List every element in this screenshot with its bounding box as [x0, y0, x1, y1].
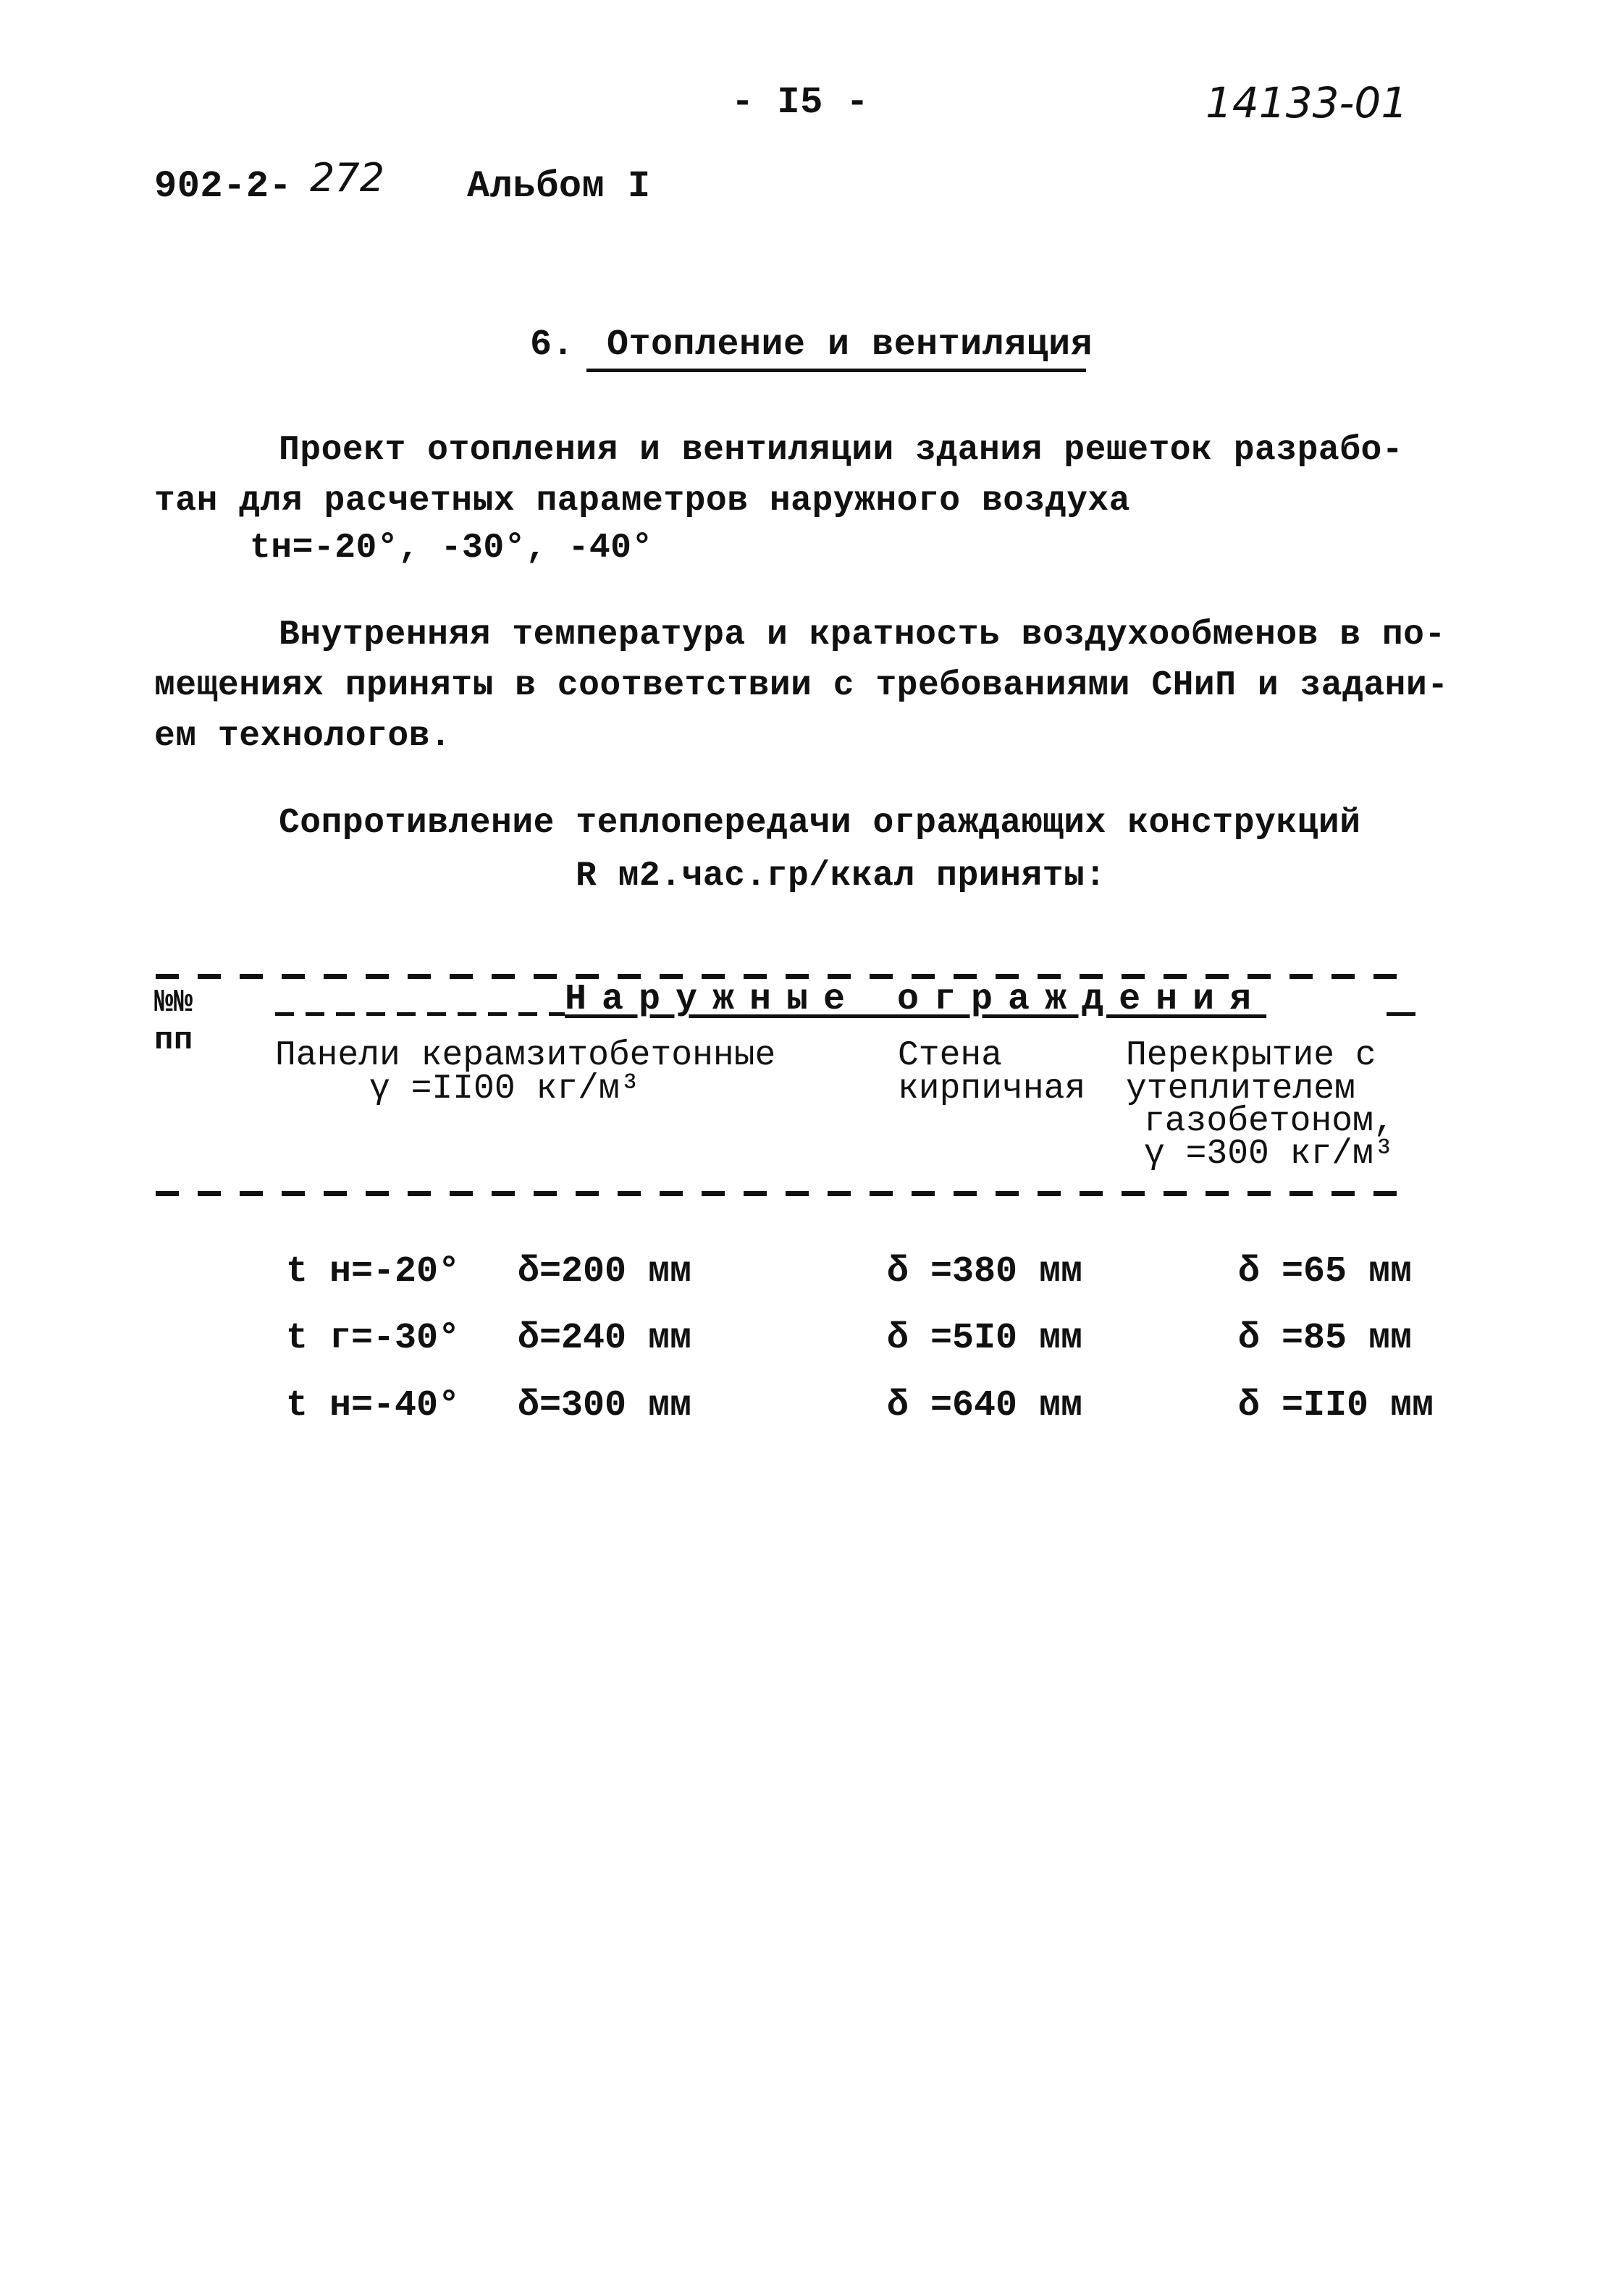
- row2-wall: δ =5I0 мм: [887, 1318, 1083, 1359]
- para1-line3: tн=-20°, -30°, -40°: [250, 529, 653, 568]
- row3-temp: t н=-40°: [286, 1385, 460, 1426]
- table-top-rule: [156, 974, 1415, 979]
- col-panels-line1: Панели керамзитобетонные: [275, 1036, 776, 1075]
- row1-panel: δ=200 мм: [518, 1251, 692, 1292]
- col-panels-line2: γ =II00 кг/м³: [369, 1069, 641, 1109]
- col-roof-line1: Перекрытие с: [1126, 1036, 1376, 1075]
- para1-line2: тан для расчетных параметров наружного воздуха: [154, 482, 1131, 521]
- para2-line1: Внутренняя температура и кратность воздухообменов в по-: [279, 615, 1446, 655]
- para3-line1: Сопротивление теплопередачи ограждающих конструкций: [279, 804, 1361, 843]
- table-header-rule: [156, 1191, 1415, 1196]
- para2-line3: ем технологов.: [154, 717, 452, 756]
- row3-wall: δ =640 мм: [887, 1385, 1083, 1426]
- album-label: Альбом I: [467, 165, 651, 208]
- row2-panel: δ=240 мм: [518, 1318, 692, 1359]
- section-title: Отопление и вентиляция: [607, 324, 1093, 366]
- col-wall-line1: Стена: [898, 1036, 1003, 1075]
- para2-line2: мещениях приняты в соответствии с требованиями СНиП и задани-: [154, 666, 1449, 705]
- row1-wall: δ =380 мм: [887, 1251, 1083, 1292]
- row2-temp: t г=-30°: [286, 1318, 460, 1359]
- series-handwritten: 272: [310, 155, 385, 201]
- para3-line2: R м2.час.гр/ккал приняты:: [576, 857, 1106, 896]
- section-title-underline: [586, 369, 1086, 372]
- table-num-col-1: №№: [154, 985, 193, 1021]
- row3-roof: δ =II0 мм: [1238, 1385, 1434, 1426]
- row2-roof: δ =85 мм: [1238, 1318, 1413, 1359]
- table-num-col-2: пп: [154, 1022, 193, 1059]
- section-number: 6.: [530, 324, 575, 366]
- group-header-leader: [275, 1012, 565, 1016]
- row1-roof: δ =65 мм: [1238, 1251, 1413, 1292]
- series-code: 902-2-: [154, 165, 293, 208]
- page-number: - I5 -: [731, 81, 870, 124]
- col-wall-line2: кирпичная: [898, 1069, 1086, 1109]
- col-roof-line2: утеплителем: [1126, 1069, 1355, 1109]
- doc-code: 14133-01: [1206, 78, 1408, 127]
- group-header: Наружные ограждения: [565, 979, 1267, 1020]
- col-roof-line4: γ =300 кг/м³: [1144, 1135, 1394, 1174]
- col-roof-line3: газобетоном,: [1144, 1102, 1394, 1141]
- para1-line1: Проект отопления и вентиляции здания решеток разрабо-: [279, 431, 1404, 470]
- row1-temp: t н=-20°: [286, 1251, 460, 1292]
- row3-panel: δ=300 мм: [518, 1385, 692, 1426]
- group-header-trail: [1387, 1012, 1415, 1016]
